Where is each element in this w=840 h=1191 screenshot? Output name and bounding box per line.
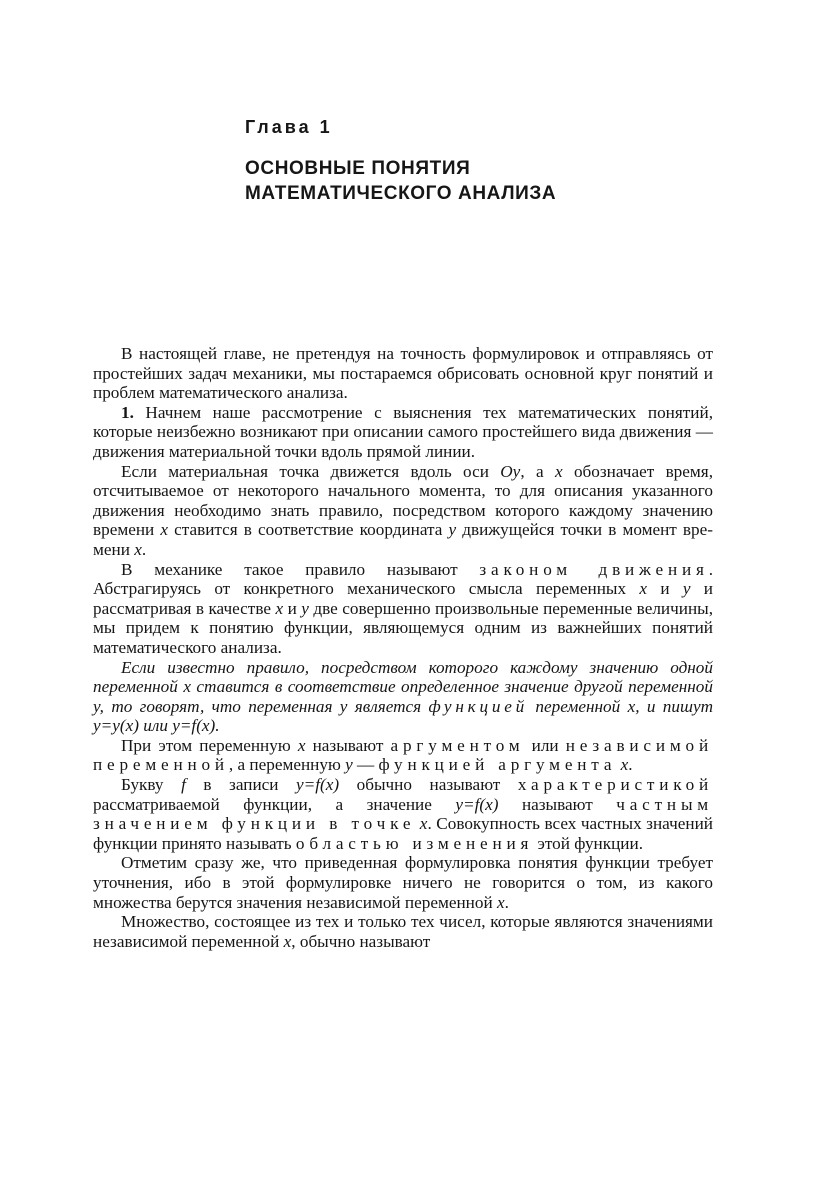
paragraph [93,736,713,775]
paragraph [93,403,713,462]
text-run: Если материальная точка движется вдоль оси [121,461,501,481]
text-run: — [352,755,379,775]
text-run: x [275,598,284,618]
text-run: . Абстрагируясь от конкретного механического смысла переменных [93,559,713,599]
text-run: функцией [428,696,529,716]
text-run: y=f(x) [455,794,499,814]
text-run: x [496,892,505,912]
text-run: Начнем наше рассмотрение с выяснения тех математических понятий, которые неизбежно возникают при описании самого простейшего вида движения — движения материальной точки вдоль прямой линии. [93,402,713,461]
text-run: ставится в соответствие координата [168,520,449,540]
text-run: движущейся точки в момент времени [93,520,713,559]
text-run: x [419,814,428,834]
text-run: , обычно называют [291,931,431,951]
text-run: 1. [121,402,146,422]
text-run: частным значением функции в точке [93,794,713,834]
text-run: x [639,579,648,599]
paragraph [93,560,713,658]
text-run: независимой переменной [93,735,713,775]
chapter-title-line: ОСНОВНЫЕ ПОНЯТИЯ [245,158,471,179]
chapter-title [245,156,556,206]
text-run: y [448,520,457,540]
text-run: функцией аргумента [378,755,617,775]
text-run: В настоящей главе, не претендуя на точность формулировок и отправляясь от простейших задач механики, мы постараемся обрисовать основной круг понятий и проблем математического анализа. [93,344,713,403]
text-run: обычно называют [339,775,518,795]
text-run: x [297,735,306,755]
text-run: . Совокупность всех частных значений функции принято называть [93,814,713,853]
text-run: в записи [185,775,297,795]
chapter-body-text [93,344,713,951]
text-run: , а переменную [228,755,346,775]
chapter-title-line: МАТЕМАТИЧЕСКОГО АНАЛИЗА [245,183,557,204]
text-run: этой функции. [533,833,643,853]
text-run: При этом переменную [121,735,298,755]
text-run: , а [520,461,555,481]
text-run: Oy [500,461,521,481]
paragraph [93,462,713,560]
text-run: Букву [121,775,182,795]
text-run: . [628,755,633,775]
text-run: x [134,539,142,559]
text-run: . [141,539,147,559]
text-run: две совершенно произвольные переменные величины, мы придем к понятию функции, являющемуся одним из важнейших понятий математического анализа. [93,598,713,657]
text-run: называют [498,794,617,814]
text-run: обозначает время, отсчитываемое от некоторого начального момента, то для описания указанного движения необходимо знать правило, посредством которого каждому значению времени [93,461,713,540]
text-run: и [647,579,683,599]
text-run: Отметим сразу же, что приведенная формулировка понятия функции требует уточнения, ибо в этой формулировке ничего не говорится о том, из какого множества берутся значения независимой переменной [93,853,713,912]
text-run: или [524,735,566,755]
text-run: и рассматривая в качестве [93,579,713,618]
text-run: областью изменения [295,833,534,853]
paragraph [93,853,713,912]
paragraph [93,775,713,853]
text-run: называют [305,735,391,755]
text-run: . [504,892,509,912]
text-run: и [283,598,302,618]
text-run: x [283,931,292,951]
text-run: характеристикой [517,775,713,795]
paragraph [93,658,713,736]
text-run: y [682,579,691,599]
text-run: x [554,461,563,481]
text-run: В механике такое правило называют [121,559,480,579]
paragraph [93,344,713,403]
text-run: законом движения [479,559,709,579]
text-run: переменной x, и пишут y=y(x) или y=f(x). [93,696,714,736]
text-run: y=f(x) [296,775,340,795]
text-run: f [181,775,186,795]
text-run: рассматриваемой функции, а значение [93,794,456,814]
text-run: y [301,598,309,618]
text-run: y [345,755,353,775]
text-run: x [160,520,168,540]
text-run: Если известно правило, посредством которого каждому значению одной переменной x ставится в соответствие определенное значение другой переменной y, то говорят, что переменная y является [93,657,713,716]
paragraph [93,912,713,951]
text-run: Множество, состоящее из тех и только тех чисел, которые являются значениями независимой переменной [93,912,713,951]
chapter-label: Глава 1 [245,117,333,137]
text-run: x [620,755,629,775]
text-run: аргументом [390,735,525,755]
